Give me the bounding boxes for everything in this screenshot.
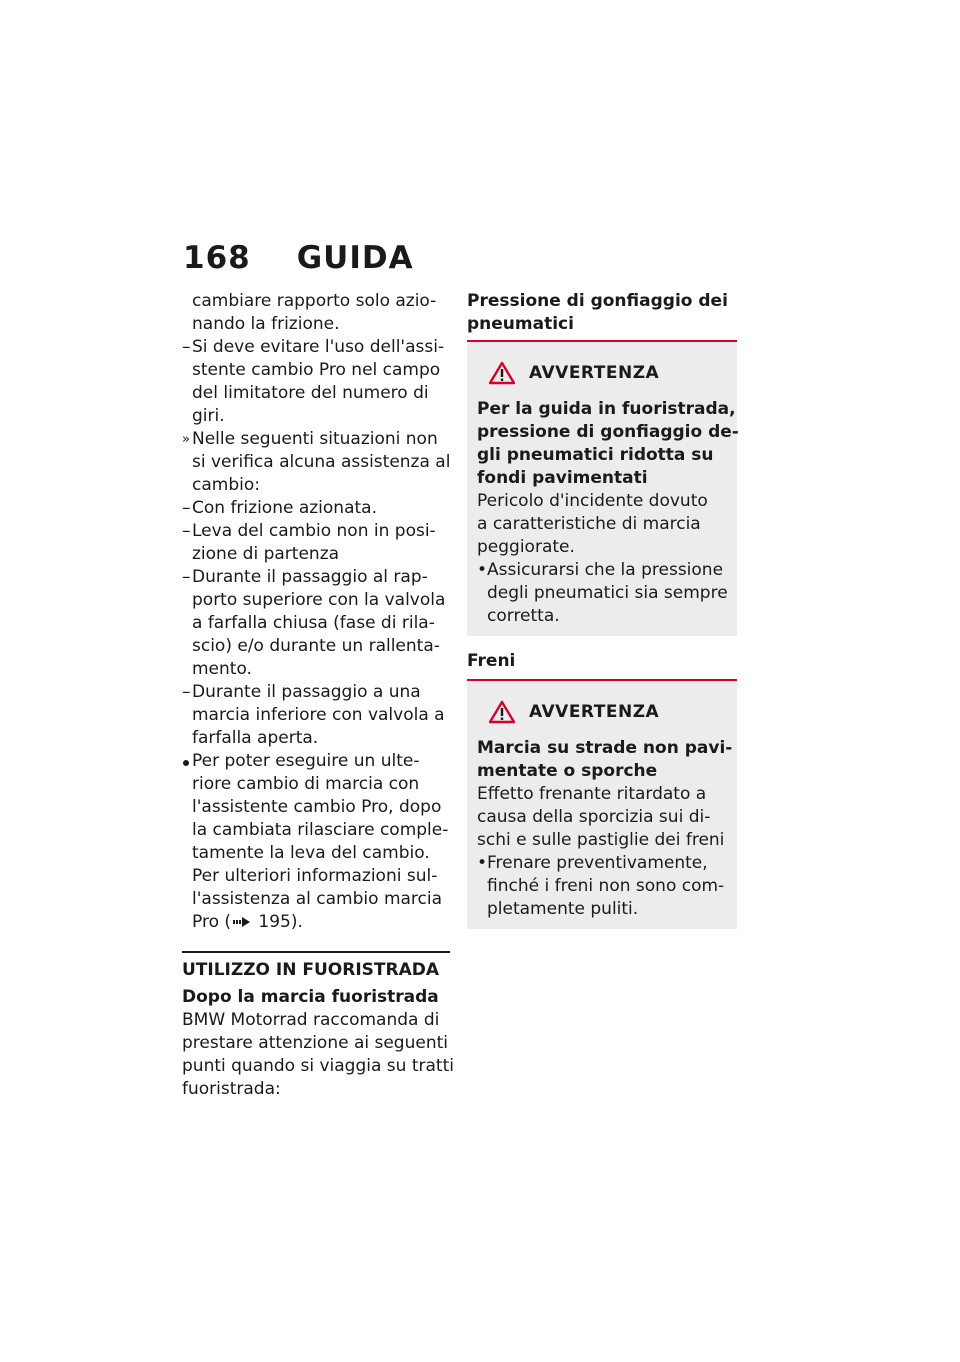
warning-action: • Frenare preventivamente, finché i freni non sono com- pletamente puliti. — [477, 853, 725, 919]
section-heading: UTILIZZO IN FUORISTRADA — [182, 960, 440, 980]
page-reference-arrow-icon — [233, 916, 251, 928]
warning-consequence: Pericolo d'incidente dovuto a caratteristiche di marcia peggiorate. — [477, 491, 708, 557]
section-divider — [182, 951, 450, 953]
warning-triangle-icon — [489, 361, 515, 385]
warning-box — [467, 342, 737, 636]
warning-consequence: Effetto frenante ritardato a causa della sporcizia sui di- schi e sulle pastiglie dei freni — [477, 784, 725, 850]
page-reference[interactable]: Pro ( 195). — [192, 912, 303, 932]
dash-marker: – — [182, 567, 191, 587]
dash-marker: – — [182, 498, 191, 518]
tyre-pressure-heading: Pressione di gonfiaggio dei pneumatici — [467, 291, 728, 334]
left-column — [182, 290, 454, 1101]
dash-item: – Leva del cambio non in posi- zione di partenza — [182, 521, 436, 564]
dash-marker: – — [182, 521, 191, 541]
warning-title — [477, 693, 727, 731]
result-item: » Nelle seguenti situazioni non si verifica alcuna assistenza al cambio: — [182, 429, 451, 495]
brakes-heading: Freni — [467, 651, 516, 671]
warning-triangle-icon — [489, 700, 515, 724]
warning-label: AVVERTENZA — [529, 363, 660, 383]
bullet-marker: • — [477, 853, 488, 873]
warning-label: AVVERTENZA — [529, 702, 660, 722]
warning-box — [467, 681, 737, 929]
dash-item: – Con frizione azionata. — [182, 498, 377, 518]
warning-title — [477, 354, 727, 392]
dash-item: – Durante il passaggio al rap- porto superiore con la valvola a farfalla chiusa (fase di rila- scio) e/o durante un rallenta- mento. — [182, 567, 446, 679]
continued-item: cambiare rapporto solo azio- nando la frizione. — [192, 291, 437, 334]
right-column — [467, 290, 737, 929]
warning-hazard: Marcia su strade non pavi- mentate o sporche — [477, 738, 733, 781]
bullet-item: Per poter eseguire un ulte- riore cambio di marcia con l'assistente cambio Pro, dopo la cambiata rilasciare comple- tamente la leva del cambio. Per ulteriori informazioni sul- l'assistenza al cambio marcia Pro ( 195). — [182, 750, 450, 934]
bullet-marker: • — [477, 560, 488, 580]
bullet-dot-icon — [183, 760, 189, 766]
dash-item: – Si deve evitare l'uso dell'assi- stente cambio Pro nel campo del limitatore del numero di giri. — [182, 337, 445, 426]
page-header — [183, 240, 414, 280]
warning-action: • Assicurarsi che la pressione degli pneumatici sia sempre corretta. — [477, 560, 728, 626]
chapter-title: GUIDA — [296, 240, 414, 276]
dash-marker: – — [182, 337, 191, 357]
dash-item: – Durante il passaggio a una marcia inferiore con valvola a farfalla aperta. — [182, 682, 445, 748]
result-arrow-icon: » — [182, 432, 190, 447]
paragraph: BMW Motorrad raccomanda di prestare attenzione ai seguenti punti quando si viaggia su tratti fuoristrada: — [182, 1010, 454, 1099]
warning-hazard: Per la guida in fuoristrada, pressione di gonfiaggio de- gli pneumatici ridotta su fondi pavimentati — [477, 399, 739, 488]
subsection-heading: Dopo la marcia fuoristrada — [182, 987, 439, 1007]
page-number: 168 — [183, 240, 251, 276]
dash-marker: – — [182, 682, 191, 702]
